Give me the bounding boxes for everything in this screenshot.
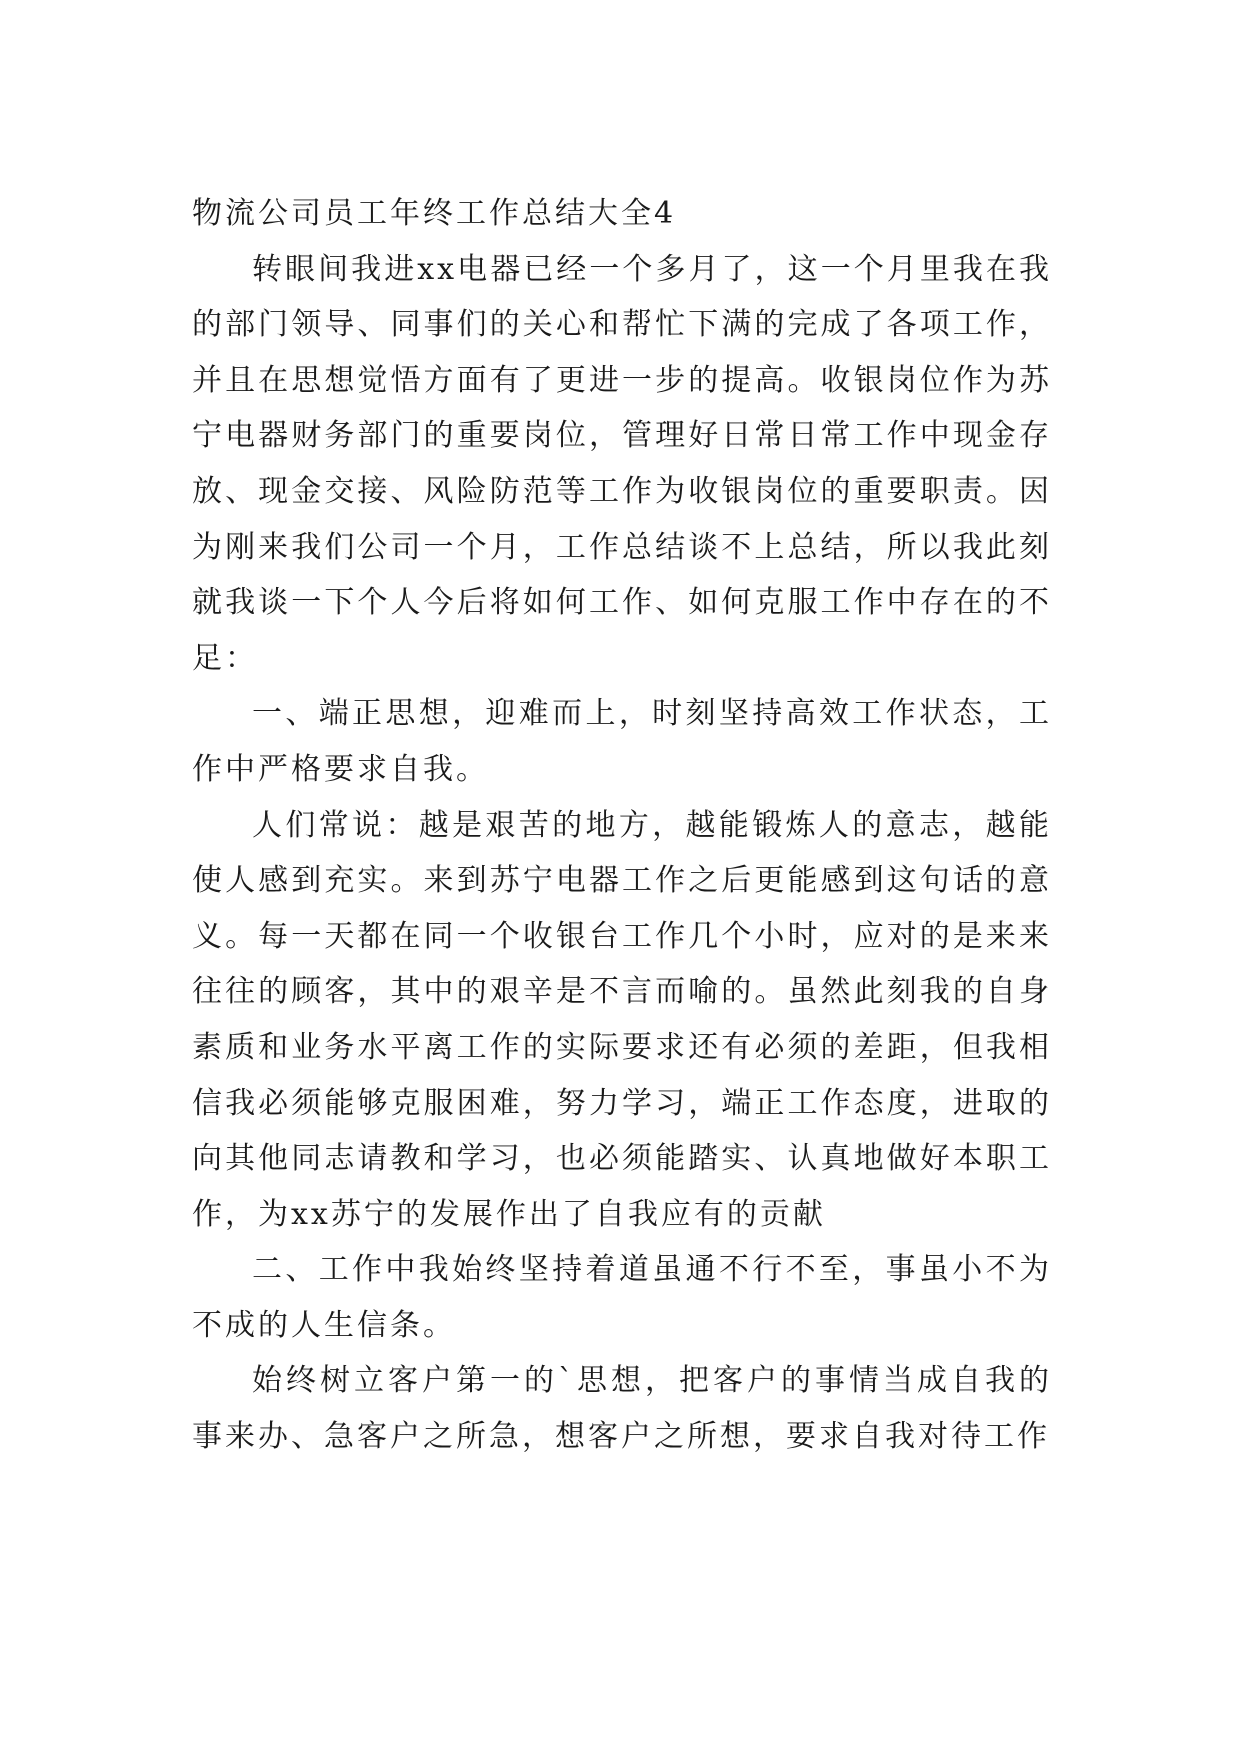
paragraph-point-two-body: 始终树立客户第一的`思想，把客户的事情当成自我的事来办、急客户之所急，想客户之所想，要求自我对待工作: [192, 1363, 1052, 1455]
paragraph-point-one-body: 人们常说：越是艰苦的地方，越能锻炼人的意志，越能使人感到充实。来到苏宁电器工作之后更能感到这句话的意义。每一天都在同一个收银台工作几个小时，应对的是来来往往的顾客，其中的艰辛是不言而喻的。虽然此刻我的自身素质和业务水平离工作的实际要求还有必须的差距，但我相信我必须能够克服困难，努力学习，端正工作态度，进取的向其他同志请教和学习，也必须能踏实、认真地做好本职工作，为xx苏宁的发展作出了自我应有的贡献: [192, 807, 1052, 1232]
document-body: [192, 186, 1052, 1465]
paragraph-point-one-heading: 一、端正思想，迎难而上，时刻坚持高效工作状态，工作中严格要求自我。: [192, 696, 1052, 787]
paragraph-point-two-heading: 二、工作中我始终坚持着道虽通不行不至，事虽小不为不成的人生信条。: [192, 1252, 1052, 1343]
paragraph-intro: 转眼间我进xx电器已经一个多月了，这一个月里我在我的部门领导、同事们的关心和帮忙下满的完成了各项工作，并且在思想觉悟方面有了更进一步的提高。收银岗位作为苏宁电器财务部门的重要岗位，管理好日常日常工作中现金存放、现金交接、风险防范等工作为收银岗位的重要职责。因为刚来我们公司一个月，工作总结谈不上总结，所以我此刻就我谈一下个人今后将如何工作、如何克服工作中存在的不足：: [192, 251, 1052, 676]
document-title: 物流公司员工年终工作总结大全4: [192, 196, 677, 231]
